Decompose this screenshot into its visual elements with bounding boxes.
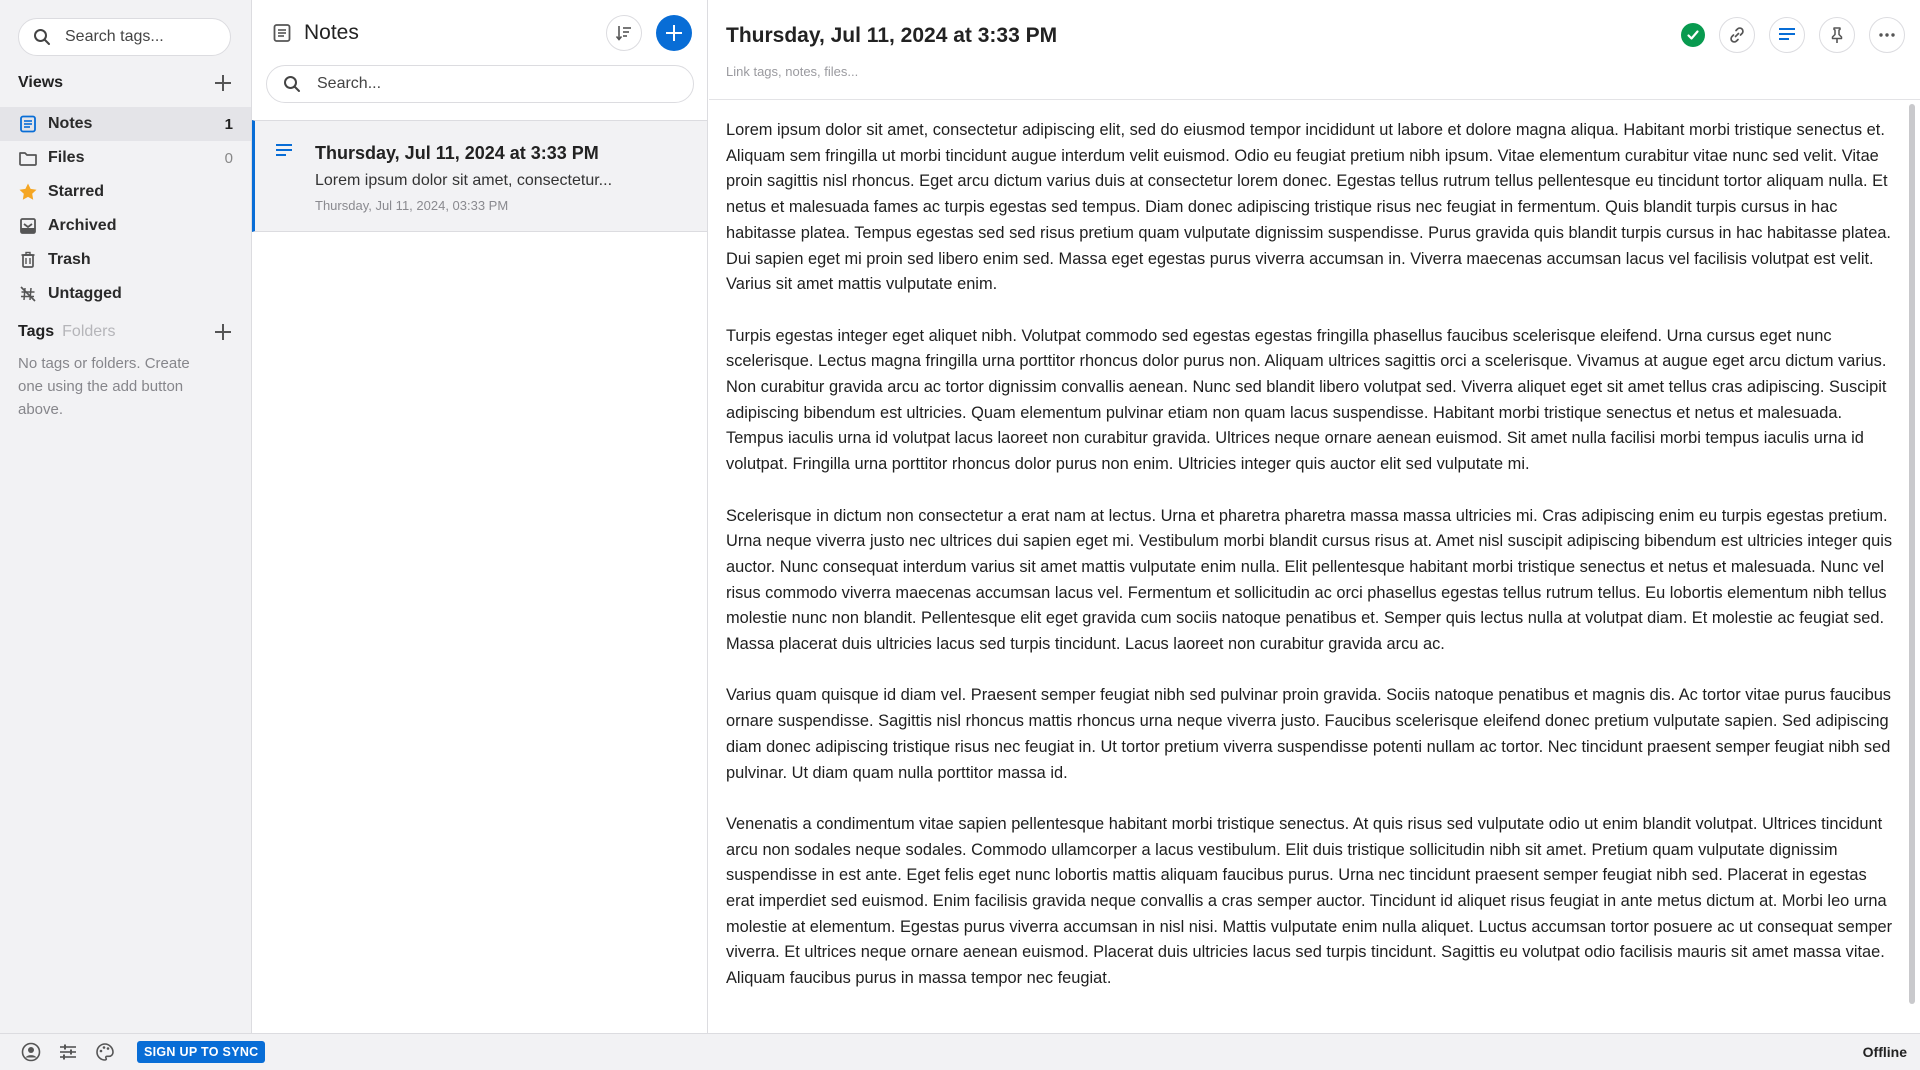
editor-panel	[709, 0, 1920, 1033]
sort-icon	[615, 24, 633, 42]
view-count: 1	[224, 115, 233, 133]
trash-icon	[18, 250, 38, 270]
notes-icon	[18, 114, 38, 134]
search-icon	[283, 75, 301, 93]
note-search-box[interactable]	[266, 65, 694, 103]
view-label: Archived	[48, 217, 117, 234]
note-paragraph: Scelerisque in dictum non consectetur a erat nam at lectus. Urna et pharetra pharetra massa massa ultricies mi. Cras adipiscing enim eu turpis egestas pretium. Urna neque viverra justo nec ultrices dui sapien eget mi. Vestibulum morbi blandit cursus risus at. Amet nisl suscipit adipiscing bibendum est ultricies integer quis auctor. Nunc consequat interdum varius sit amet mattis vulputate enim nulla. Elit pellentesque habitant morbi tristique senectus et netus et malesuada. Nunc vel risus commodo viverra maecenas accumsan lacus vel. Fermentum et sollicitudin ac orci phasellus egestas tellus rutrum tellus. Eu lobortis elementum nibh tellus molestie nunc non blandit. Pellentesque elit eget gravida cum sociis natoque penatibus et. Semper quis lectus nulla at volutpat diam. Et molestie ac feugiat sed. Massa placerat duis ultricies lacus sed turpis tincidunt. Lacus laoreet non curabitur gravida arcu ac.	[726, 506, 1893, 654]
views-list	[0, 107, 251, 311]
note-title-input[interactable]: Thursday, Jul 11, 2024 at 3:33 PM	[726, 24, 1058, 47]
tags-header	[18, 319, 234, 345]
account-icon	[21, 1042, 41, 1062]
preferences-button[interactable]	[58, 1042, 78, 1062]
view-label: Untagged	[48, 285, 122, 302]
plain-text-note-icon	[275, 143, 293, 159]
note-list-item[interactable]	[252, 120, 707, 232]
untagged-icon	[18, 284, 38, 304]
settings-sliders-icon	[59, 1043, 77, 1061]
sort-button[interactable]	[606, 15, 642, 51]
note-search-input[interactable]	[317, 75, 677, 93]
tag-search-box[interactable]	[18, 18, 231, 56]
add-tag-button[interactable]	[212, 321, 234, 343]
view-item-untagged[interactable]	[0, 277, 251, 311]
note-paragraph: Lorem ipsum dolor sit amet, consectetur adipiscing elit, sed do eiusmod tempor incididunt ut labore et dolore magna aliqua. Habitant morbi tristique senectus et. Aliquam sem fringilla ut morbi tincidunt augue interdum velit euismod. Odio eu feugiat pretium nibh ipsum. Vitae elementum curabitur vitae nunc sed velit. Vitae proin sagittis nisl rhoncus. Eget arcu dictum varius duis at consectetur lorem donec. Egestas tellus rutrum tellus pellentesque eu tincidunt tortor aliquam nulla. Et netus et malesuada fames ac turpis egestas sed tempus. Diam donec adipiscing tristique risus nec feugiat in fermentum. Quis blandit turpis cursus in hac habitasse platea. Tempus egestas sed sed risus pretium quam vulputate dignissim suspendisse. Purus gravida quis blandit turpis cursus in hac habitasse platea. Dui sapien eget mi proin sed libero enim sed. Massa eget egestas purus viverra accumsan in. Viverra maecenas accumsan lacus vel facilisis volutpat est velit. Varius sit amet mattis vulputate enim.	[726, 121, 1891, 294]
view-item-notes[interactable]	[0, 107, 251, 141]
notes-list-panel	[252, 0, 708, 1033]
view-item-files[interactable]	[0, 141, 251, 175]
link-icon	[1728, 26, 1746, 44]
notes-list-title: Notes	[304, 21, 359, 44]
view-item-trash[interactable]	[0, 243, 251, 277]
empty-tags-message: No tags or folders. Create one using the add button above.	[18, 355, 190, 418]
note-type-button[interactable]	[1769, 17, 1805, 53]
note-date: Thursday, Jul 11, 2024, 03:33 PM	[315, 198, 509, 213]
navigation-panel	[0, 0, 252, 1033]
folder-icon	[18, 148, 38, 168]
folders-label[interactable]: Folders	[62, 323, 116, 340]
note-paragraph: Turpis egestas integer eget aliquet nibh. Volutpat commodo sed egestas egestas fringilla phasellus faucibus scelerisque eleifend. Urna cursus eget nunc scelerisque. Lectus magna fringilla urna porttitor rhoncus dolor purus non. Aliquam ultrices sagittis orci a scelerisque. Vivamus at augue eget arcu dictum varius. Non curabitur gravida arcu ac tortor dignissim convallis aenean. Nunc sed blandit libero volutpat sed. Viverra aliquet eget sit amet tellus cras adipiscing. Suscipit adipiscing bibendum est ultricies. Quam elementum pulvinar etiam non quam lacus suspendisse. Habitant morbi tristique senectus et netus et malesuada. Tempus iaculis urna id volutpat lacus laoreet non curabitur gravida. Ultrices neque ornare aenean euismod. Sit amet nulla facilisi morbi tempus iaculis urna id volutpat. Fringilla urna porttitor rhoncus dolor purus non enim. Ultricies integer quis auctor elit sed vulputate mi.	[726, 326, 1887, 474]
views-header	[18, 70, 234, 96]
palette-icon	[95, 1042, 115, 1062]
add-note-button[interactable]	[656, 15, 692, 51]
view-label: Starred	[48, 183, 105, 200]
link-button[interactable]	[1719, 17, 1755, 53]
saved-status-icon	[1681, 23, 1705, 47]
note-preview: Lorem ipsum dolor sit amet, consectetur...	[315, 172, 613, 189]
note-text-editor[interactable]	[726, 118, 1894, 1033]
notes-list-header	[272, 14, 692, 52]
pin-icon	[1828, 26, 1846, 44]
footer-bar	[0, 1033, 1920, 1070]
editor-header	[709, 0, 1920, 100]
view-count: 0	[224, 149, 233, 167]
sign-up-to-sync-button[interactable]: SIGN UP TO SYNC	[137, 1041, 265, 1063]
plain-text-icon	[1778, 27, 1796, 43]
themes-button[interactable]	[95, 1042, 115, 1062]
view-item-starred[interactable]	[0, 175, 251, 209]
archive-icon	[18, 216, 38, 236]
view-label: Files	[48, 149, 85, 166]
search-icon	[33, 28, 51, 46]
view-label: Trash	[48, 251, 91, 268]
account-button[interactable]	[21, 1042, 41, 1062]
tags-label: Tags	[18, 323, 55, 340]
connection-status: Offline	[1862, 1044, 1907, 1060]
tag-search-input[interactable]	[65, 28, 225, 46]
link-input[interactable]: Link tags, notes, files...	[726, 64, 859, 79]
note-title: Thursday, Jul 11, 2024 at 3:33 PM	[315, 143, 599, 163]
pin-button[interactable]	[1819, 17, 1855, 53]
more-options-button[interactable]	[1869, 17, 1905, 53]
notes-icon	[272, 23, 292, 43]
view-label: Notes	[48, 115, 93, 132]
view-item-archived[interactable]	[0, 209, 251, 243]
add-view-button[interactable]	[212, 72, 234, 94]
star-icon	[18, 182, 38, 202]
editor-scrollbar[interactable]	[1909, 104, 1915, 1004]
views-title: Views	[18, 74, 64, 91]
tags-title	[18, 323, 116, 341]
note-paragraph: Venenatis a condimentum vitae sapien pellentesque habitant morbi tristique senectus. At quis risus sed vulputate odio ut enim blandit volutpat. Ultrices tincidunt arcu non sodales neque sodales. Commodo ullamcorper a lacus vestibulum. Elit duis tristique sollicitudin nibh sit amet. Pretium quam vulputate dignissim suspendisse in est ante. Eget felis eget nunc lobortis mattis aliquam faucibus purus. Urna nec tincidunt praesent semper feugiat nibh sed. Placerat in egestas erat imperdiet sed euismod. Enim facilisis gravida neque convallis a cras semper auctor. Tincidunt id aliquet risus feugiat in ante metus dictum at. Morbi leo urna molestie at elementum. Egestas purus viverra accumsan in nisl nisi. Mattis vulputate enim nulla aliquet. Luctus accumsan tortor posuere ac ut consequat semper viverra. Et ultrices neque ornare aenean euismod. Placerat duis ultricies lacus sed turpis tincidunt. Sagittis eu volutpat odio facilisis mauris sit amet massa vitae. Aliquam faucibus purus in massa tempor nec feugiat.	[726, 814, 1893, 988]
editor-actions	[1681, 17, 1905, 53]
more-icon	[1878, 32, 1896, 38]
note-paragraph: Varius quam quisque id diam vel. Praesent semper feugiat nibh sed pulvinar proin gravida. Sociis natoque penatibus et magnis dis. Ac tortor vitae purus faucibus ornare suspendisse. Sagittis nisl rhoncus mattis rhoncus urna neque viverra justo. Faucibus scelerisque eleifend donec pretium vulputate sapien. Sed adipiscing diam donec adipiscing tristique risus nec feugiat in. Ut tortor pretium viverra suspendisse potenti nullam ac tortor. Nec tincidunt praesent semper feugiat nibh sed pulvinar. Ut diam quam nulla porttitor massa id.	[726, 686, 1891, 782]
